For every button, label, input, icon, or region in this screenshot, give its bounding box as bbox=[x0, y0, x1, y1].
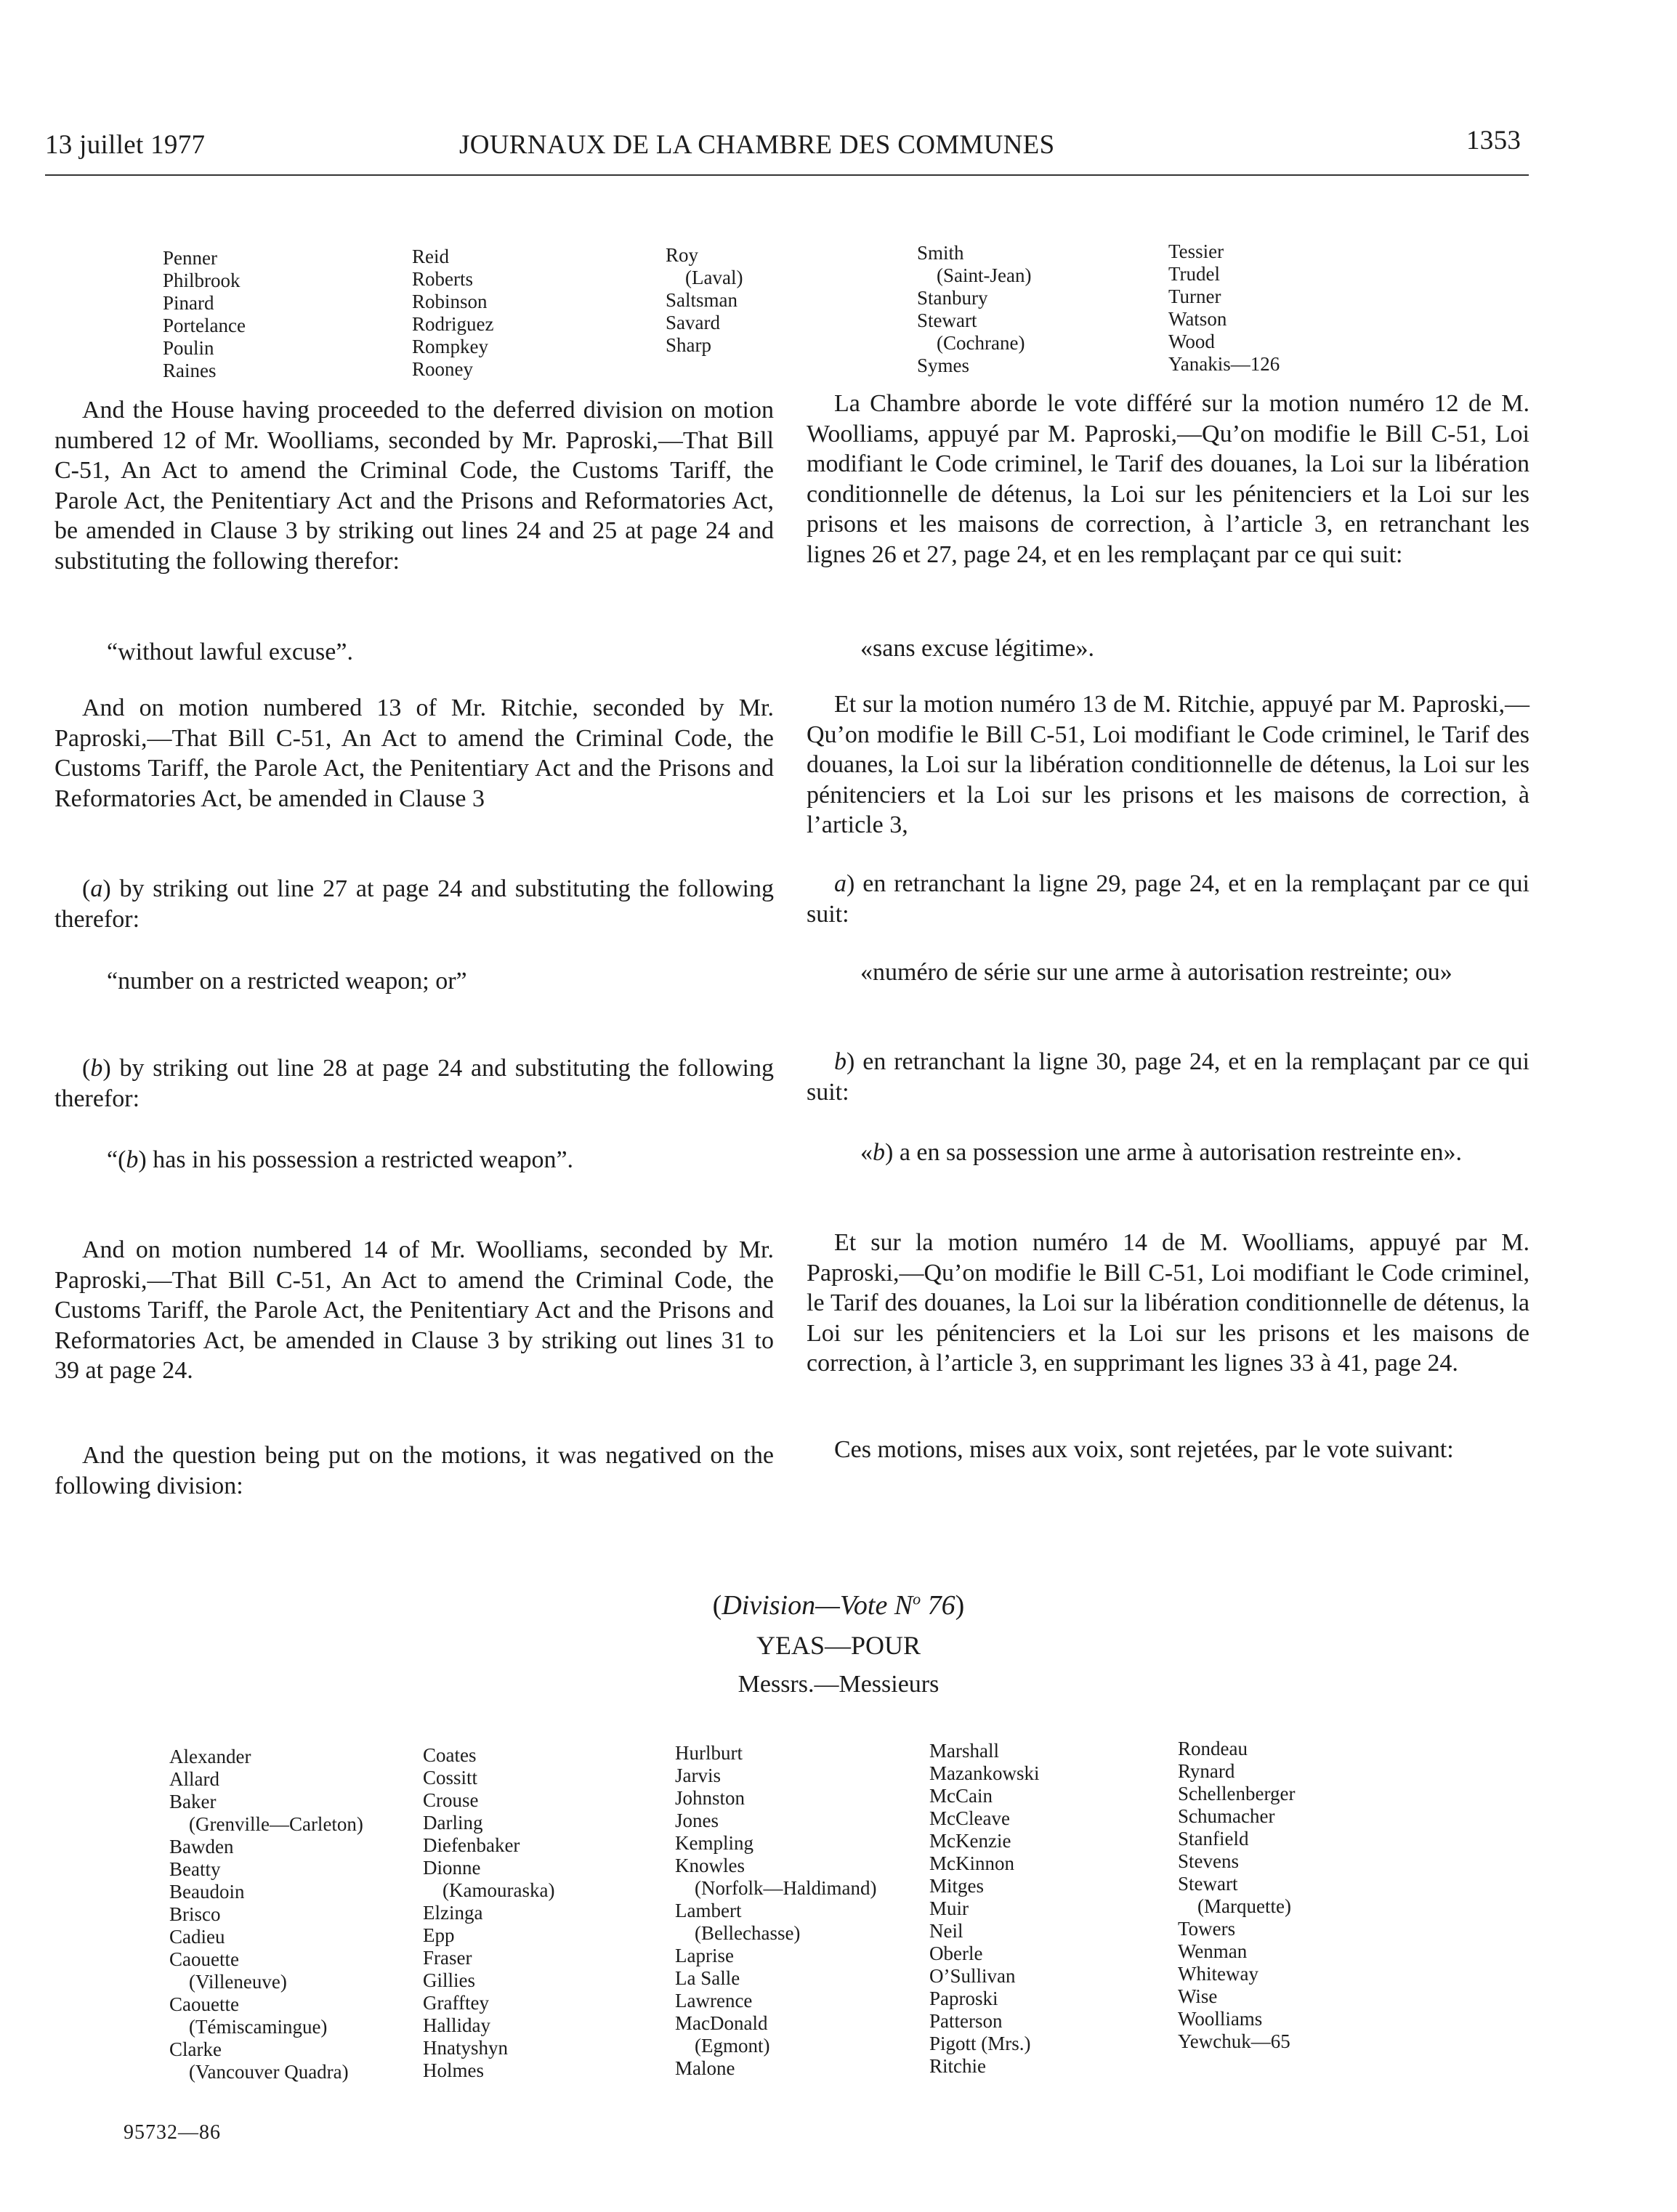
item-text: ) en retranchant la ligne 29, page 24, et en la remplaçant par ce qui suit: bbox=[807, 870, 1529, 928]
quote-open: “( bbox=[107, 1146, 126, 1173]
division-label: Division—Vote N bbox=[722, 1590, 913, 1621]
french-paragraph-3: Et sur la motion numéro 14 de M. Woolliams, appuyé par M. Paproski,—Qu’on modifie le Bill C-51, Loi modifiant le Code criminel, le Tarif des douanes, la Loi sur la libération conditionnelle de détenus, la Loi sur les pénitenciers et la Loi sur les prisons et les maisons de correction, à l’article 3, en supprimant les lignes 33 à 41, page 24. bbox=[807, 1229, 1529, 1377]
french-item-a bbox=[807, 869, 1529, 929]
english-item-b: (b) by striking out line 28 at page 24 and substituting the following therefor: bbox=[54, 1055, 774, 1112]
division-sup: o bbox=[913, 1589, 921, 1608]
header-title: JOURNAUX DE LA CHAMBRE DES COMMUNES bbox=[459, 130, 1055, 160]
english-quote-b bbox=[107, 1145, 761, 1175]
division-title bbox=[0, 1589, 1677, 1621]
item-letter: a bbox=[834, 870, 846, 897]
item-letter: a bbox=[90, 875, 103, 902]
footer-code: 95732—86 bbox=[124, 2121, 221, 2144]
top-names-col3: Roy (Laval) Saltsman Savard Sharp bbox=[666, 244, 743, 356]
item-text: ) a en sa possession une arme à autorisation restreinte en». bbox=[885, 1139, 1463, 1166]
item-letter: b bbox=[90, 1055, 103, 1082]
top-names-col2: Reid Roberts Robinson Rodriguez Rompkey Rooney bbox=[412, 246, 494, 380]
division-names-col3: Hurlburt Jarvis Johnston Jones Kempling Knowles (Norfolk—Haldimand) Lambert (Bellechasse) Laprise La Salle Lawrence MacDonald (Egmont) Malone bbox=[675, 1742, 877, 2079]
french-paragraph-4: Ces motions, mises aux voix, sont rejetées, par le vote suivant: bbox=[834, 1436, 1454, 1463]
division-names-col4: Marshall Mazankowski McCain McCleave McKenzie McKinnon Mitges Muir Neil Oberle O’Sullivan Paproski Patterson Pigott (Mrs.) Ritchie bbox=[929, 1740, 1040, 2077]
item-text: ) en retranchant la ligne 30, page 24, et en la remplaçant par ce qui suit: bbox=[807, 1048, 1529, 1106]
header-date: 13 juillet 1977 bbox=[45, 130, 206, 160]
paren-close: ) bbox=[955, 1590, 965, 1621]
french-paragraph-2: Et sur la motion numéro 13 de M. Ritchie, appuyé par M. Paproski,—Qu’on modifie le Bill C-51, Loi modifiant le Code criminel, le Tarif des douanes, la Loi sur la libération conditionnelle de détenus, la Loi sur les pénitenciers et la Loi sur les prisons et les maisons de correction, à l’article 3, bbox=[807, 691, 1529, 838]
messrs-heading: Messrs.—Messieurs bbox=[738, 1671, 939, 1698]
english-item-a: (a) by striking out line 27 at page 24 and substituting the following therefor: bbox=[54, 875, 774, 933]
item-letter: b bbox=[834, 1048, 846, 1075]
division-names-col1: Alexander Allard Baker (Grenville—Carleton) Bawden Beatty Beaudoin Brisco Cadieu Caouette (Villeneuve) Caouette (Témiscamingue) Clarke (Vancouver Quadra) bbox=[169, 1746, 363, 2083]
paren-open: ( bbox=[712, 1590, 722, 1621]
division-names-col2: Coates Cossitt Crouse Darling Diefenbaker Dionne (Kamouraska) Elzinga Epp Fraser Gillies Grafftey Halliday Hnatyshyn Holmes bbox=[423, 1744, 555, 2081]
french-quote-b bbox=[860, 1138, 1529, 1168]
english-paragraph-1: And the House having proceeded to the deferred division on motion numbered 12 of Mr. Woolliams, seconded by Mr. Paproski,—That Bill C-51, An Act to amend the Criminal Code, the Customs Tariff, the Parole Act, the Penitentiary Act and the Prisons and Reformatories Act, be amended in Clause 3 by striking out lines 24 and 25 at page 24 and substituting the following therefor: bbox=[54, 397, 774, 575]
division-names-col5: Rondeau Rynard Schellenberger Schumacher Stanfield Stevens Stewart (Marquette) Towers Wenman Whiteway Wise Woolliams Yewchuk—65 bbox=[1178, 1738, 1296, 2052]
french-quote-a: «numéro de série sur une arme à autorisation restreinte; ou» bbox=[860, 959, 1452, 986]
french-quote-1: «sans excuse légitime». bbox=[860, 635, 1094, 662]
item-text: by striking out line 27 at page 24 and substituting the following therefor: bbox=[54, 875, 774, 933]
top-names-col4: Smith (Saint-Jean) Stanbury Stewart (Cochrane) Symes bbox=[917, 242, 1032, 376]
english-paragraph-3: And on motion numbered 14 of Mr. Woolliams, seconded by Mr. Paproski,—That Bill C-51, An Act to amend the Criminal Code, the Customs Tariff, the Parole Act, the Penitentiary Act and the Prisons and Reformatories Act, be amended in Clause 3 by striking out lines 31 to 39 at page 24. bbox=[54, 1236, 774, 1384]
item-text: ) has in his possession a restricted weapon”. bbox=[138, 1146, 574, 1173]
header-rule bbox=[45, 174, 1529, 176]
english-quote-a: “number on a restricted weapon; or” bbox=[107, 968, 467, 994]
french-paragraph-1: La Chambre aborde le vote différé sur la motion numéro 12 de M. Woolliams, appuyé par M. Paproski,—Qu’on modifie le Bill C-51, Loi modifiant le Code criminel, le Tarif des douanes, la Loi sur la libération conditionnelle de détenus, la Loi sur les pénitenciers et la Loi sur les prisons et les maisons de correction, à l’article 3, en retranchant les lignes 26 et 27, page 24, et en les remplaçant par ce qui suit: bbox=[807, 390, 1529, 568]
division-number: 76 bbox=[921, 1590, 955, 1621]
top-names-col1: Penner Philbrook Pinard Portelance Poulin Raines bbox=[163, 247, 246, 381]
english-paragraph-2: And on motion numbered 13 of Mr. Ritchie, seconded by Mr. Paproski,—That Bill C-51, An Act to amend the Criminal Code, the Customs Tariff, the Parole Act, the Penitentiary Act and the Prisons and Reformatories Act, be amended in Clause 3 bbox=[54, 694, 774, 812]
quote-open: « bbox=[860, 1139, 873, 1166]
english-quote-1: “without lawful excuse”. bbox=[107, 639, 353, 665]
french-item-b bbox=[807, 1047, 1529, 1107]
english-paragraph-4: And the question being put on the motions, it was negatived on the following division: bbox=[54, 1442, 774, 1499]
item-letter: b bbox=[873, 1139, 885, 1166]
item-letter: b bbox=[126, 1146, 139, 1173]
yeas-heading: YEAS—POUR bbox=[756, 1631, 921, 1660]
top-names-col5: Tessier Trudel Turner Watson Wood Yanakis—126 bbox=[1168, 240, 1280, 375]
item-text: by striking out line 28 at page 24 and substituting the following therefor: bbox=[54, 1055, 774, 1112]
page-number: 1353 bbox=[1466, 126, 1522, 155]
